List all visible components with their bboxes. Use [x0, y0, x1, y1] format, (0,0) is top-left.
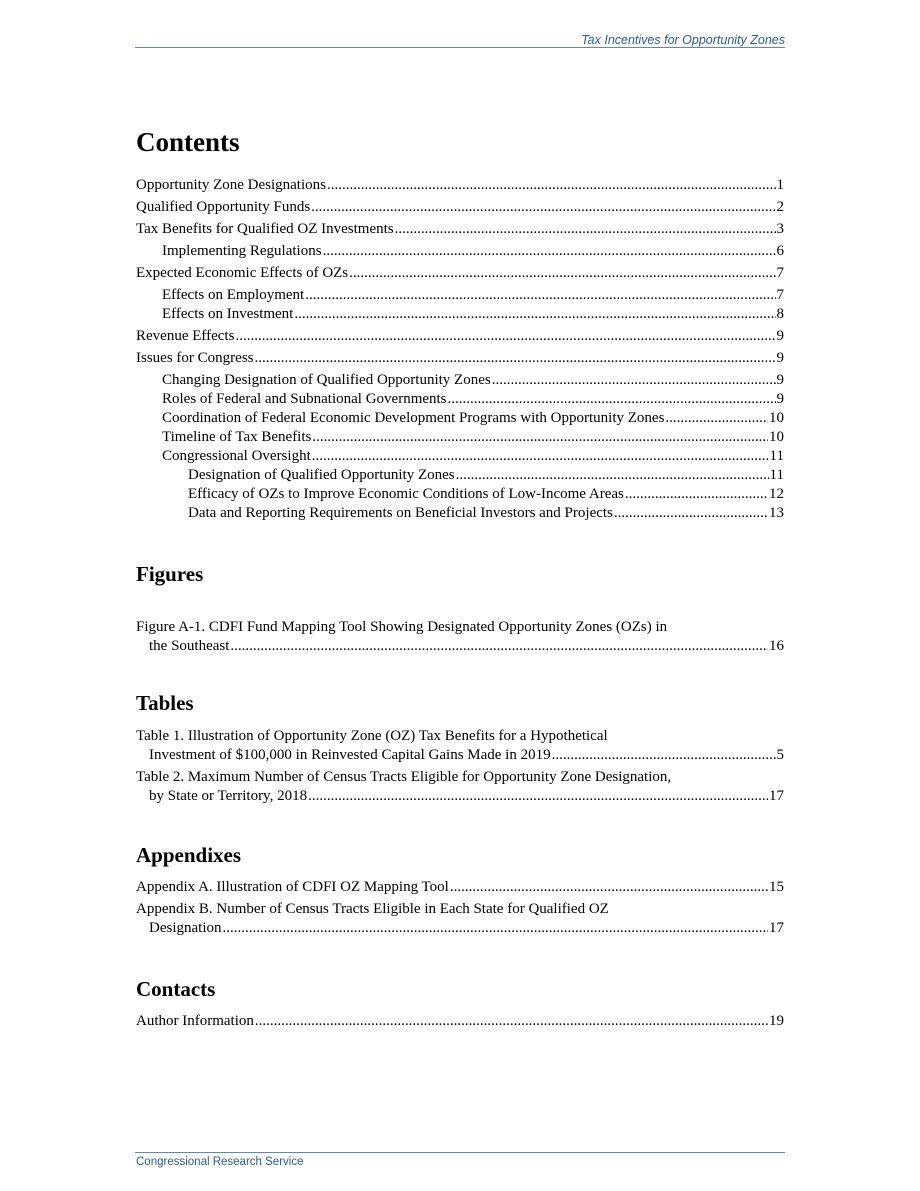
toc-entry-text: Designation — [149, 920, 222, 936]
toc-entry-text: Issues for Congress — [136, 350, 254, 366]
toc-page-number: 1 — [776, 177, 784, 193]
toc-entry-text: Opportunity Zone Designations — [136, 177, 326, 193]
toc-entry-text: Appendix B. Number of Census Tracts Eligible in Each State for Qualified OZ — [136, 901, 609, 917]
header-rule — [135, 47, 785, 48]
toc-entry-text: Timeline of Tax Benefits — [162, 429, 312, 445]
toc-page-number: 3 — [776, 221, 784, 237]
toc-entry-text: Data and Reporting Requirements on Beneficial Investors and Projects — [188, 505, 613, 521]
leader-dots — [235, 327, 775, 346]
toc-entry-continuation — [136, 637, 784, 656]
leader-dots — [294, 305, 775, 324]
toc-entry-text: Coordination of Federal Economic Development Programs with Opportunity Zones — [162, 410, 665, 426]
toc-entry[interactable] — [136, 390, 784, 409]
toc-entry[interactable] — [136, 176, 784, 195]
toc-entry-text: Efficacy of OZs to Improve Economic Conditions of Low-Income Areas — [188, 486, 624, 502]
toc-entry-text: Author Information — [136, 1013, 254, 1029]
toc-page-number: 12 — [769, 486, 784, 502]
toc-entry-text: Qualified Opportunity Funds — [136, 199, 311, 215]
toc-entry-text: Implementing Regulations — [162, 243, 322, 259]
leader-dots — [349, 264, 775, 283]
running-header-title: Tax Incentives for Opportunity Zones — [581, 33, 785, 47]
toc-entry[interactable] — [136, 305, 784, 324]
toc-entry-text: Designation of Qualified Opportunity Zones — [188, 467, 455, 483]
toc-entry[interactable] — [136, 242, 784, 261]
leader-dots — [448, 390, 776, 409]
toc-entry[interactable] — [136, 220, 784, 239]
toc-page-number: 2 — [776, 199, 784, 215]
toc-entry-text: Figure A-1. CDFI Fund Mapping Tool Showing Designated Opportunity Zones (OZs) in — [136, 619, 668, 635]
toc-entry[interactable] — [136, 286, 784, 305]
toc-entry-text: Expected Economic Effects of OZs — [136, 265, 349, 281]
toc-page-number: 16 — [769, 638, 784, 654]
toc-entry-text: Congressional Oversight — [162, 448, 311, 464]
toc-page-number: 6 — [776, 243, 784, 259]
toc-entry-text: Table 1. Illustration of Opportunity Zone (OZ) Tax Benefits for a Hypothetical — [136, 728, 608, 744]
leader-dots — [327, 176, 776, 195]
toc-page-number: 19 — [769, 1013, 784, 1029]
toc-entry-text: Roles of Federal and Subnational Governments — [162, 391, 447, 407]
toc-page-number: 17 — [769, 788, 784, 804]
leader-dots — [312, 447, 769, 466]
toc-entry[interactable] — [136, 878, 784, 897]
toc-page-number: 9 — [776, 350, 784, 366]
leader-dots — [665, 409, 768, 428]
toc-entry-text: Effects on Investment — [162, 306, 294, 322]
toc-page-number: 15 — [769, 879, 784, 895]
toc-entry[interactable] — [136, 264, 784, 283]
toc-entry-continuation — [136, 746, 784, 765]
leader-dots — [395, 220, 776, 239]
toc-entry[interactable] — [136, 504, 784, 523]
leader-dots — [230, 637, 768, 656]
toc-page-number: 11 — [769, 467, 784, 483]
toc-entry-text: Appendix A. Illustration of CDFI OZ Mapping Tool — [136, 879, 449, 895]
leader-dots — [450, 878, 768, 897]
leader-dots — [308, 787, 768, 806]
toc-page-number: 7 — [776, 287, 784, 303]
toc-page-number: 8 — [776, 306, 784, 322]
toc-entry[interactable] — [136, 1012, 784, 1031]
leader-dots — [255, 1012, 768, 1031]
leader-dots — [456, 466, 769, 485]
toc-page-number: 9 — [776, 372, 784, 388]
table-of-contents — [136, 124, 784, 1031]
toc-page-number: 17 — [769, 920, 784, 936]
toc-page-number: 13 — [769, 505, 784, 521]
toc-entry[interactable] — [136, 466, 784, 485]
toc-page-number: 9 — [776, 391, 784, 407]
toc-entry[interactable] — [136, 349, 784, 368]
leader-dots — [552, 746, 776, 765]
leader-dots — [255, 349, 776, 368]
leader-dots — [625, 485, 768, 504]
toc-entry[interactable] — [136, 768, 784, 806]
toc-page-number: 7 — [776, 265, 784, 281]
toc-entry-text: Investment of $100,000 in Reinvested Capital Gains Made in 2019 — [149, 747, 551, 763]
toc-page-number: 9 — [776, 328, 784, 344]
tables-heading: Tables — [136, 691, 194, 715]
leader-dots — [614, 504, 768, 523]
leader-dots — [312, 428, 768, 447]
figures-heading: Figures — [136, 562, 204, 586]
footer-publisher: Congressional Research Service — [136, 1156, 304, 1168]
toc-entry-continuation — [136, 919, 784, 938]
toc-entry[interactable] — [136, 409, 784, 428]
toc-entry-text: Changing Designation of Qualified Opportunity Zones — [162, 372, 491, 388]
toc-entry-text: Revenue Effects — [136, 328, 235, 344]
toc-entry-text: Effects on Employment — [162, 287, 305, 303]
footer-rule — [135, 1152, 785, 1153]
toc-entry-text: Table 2. Maximum Number of Census Tracts Eligible for Opportunity Zone Designation, — [136, 769, 672, 785]
leader-dots — [223, 919, 769, 938]
toc-entry[interactable] — [136, 371, 784, 390]
toc-entry-text: the Southeast — [149, 638, 230, 654]
leader-dots — [311, 198, 775, 217]
toc-entry[interactable] — [136, 485, 784, 504]
leader-dots — [492, 371, 776, 390]
contents-list — [136, 176, 784, 523]
toc-entry[interactable] — [136, 447, 784, 466]
appendixes-heading: Appendixes — [136, 843, 242, 867]
toc-entry[interactable] — [136, 900, 784, 938]
toc-page-number: 11 — [769, 448, 784, 464]
toc-entry-continuation — [136, 787, 784, 806]
toc-page-number: 10 — [769, 429, 784, 445]
toc-entry[interactable] — [136, 428, 784, 447]
toc-entry[interactable] — [136, 727, 784, 765]
toc-page-number: 5 — [776, 747, 784, 763]
contacts-heading: Contacts — [136, 977, 216, 1001]
toc-page-number: 10 — [769, 410, 784, 426]
leader-dots — [323, 242, 776, 261]
leader-dots — [305, 286, 775, 305]
toc-entry-text: Tax Benefits for Qualified OZ Investments — [136, 221, 394, 237]
toc-entry-text: by State or Territory, 2018 — [149, 788, 308, 804]
contents-heading: Contents — [136, 127, 240, 157]
toc-entry[interactable] — [136, 198, 784, 217]
toc-entry[interactable] — [136, 327, 784, 346]
toc-entry[interactable] — [136, 618, 784, 656]
